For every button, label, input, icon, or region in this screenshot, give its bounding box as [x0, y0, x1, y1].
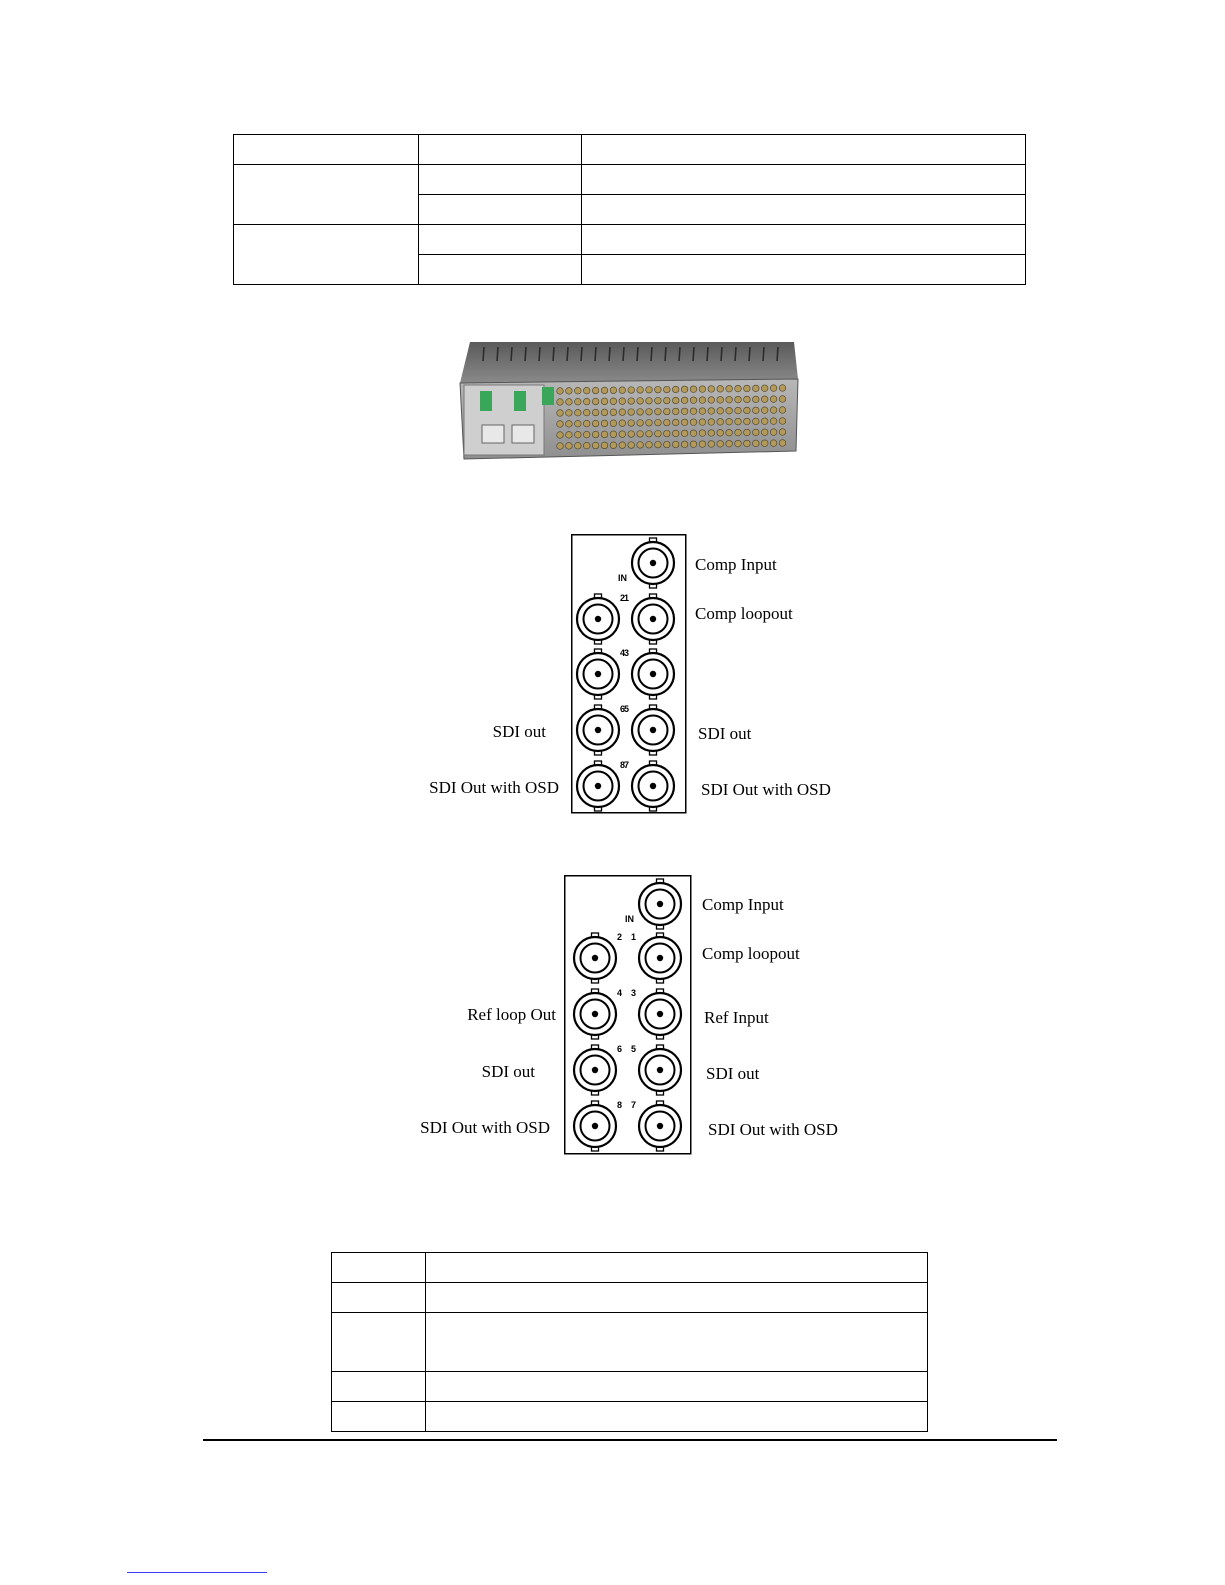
bnc-connector [566, 399, 573, 406]
bnc-port-8 [574, 1101, 616, 1151]
footer-rule [203, 1439, 1057, 1441]
bnc-connector [681, 397, 688, 404]
table-row [332, 1402, 928, 1432]
table-cell [234, 165, 419, 225]
bnc-connector [753, 418, 760, 425]
bnc-connector [744, 440, 751, 447]
bnc-connector [592, 442, 599, 449]
table-cell [426, 1253, 928, 1283]
bnc-connector [672, 430, 679, 437]
bnc-connector [770, 385, 777, 392]
bnc-connector [592, 420, 599, 427]
port-number-6: 6 [617, 1044, 623, 1054]
bnc-connector [557, 410, 564, 417]
bnc-connector [592, 409, 599, 416]
label-sdi-osd-right: SDI Out with OSD [701, 780, 831, 799]
bnc-connector [619, 398, 626, 405]
bnc-connector [575, 442, 582, 449]
port-number-in: IN [625, 914, 634, 924]
bnc-connector [690, 397, 697, 404]
vent-slot [511, 347, 512, 361]
terminal-block-3 [542, 387, 554, 405]
bnc-connector [664, 397, 671, 404]
bnc-connector [646, 442, 653, 449]
label-sdi-out-left: SDI out [492, 722, 546, 741]
bnc-connector [708, 430, 715, 437]
bnc-connector [557, 388, 564, 395]
bnc-connector [744, 418, 751, 425]
table-cell [426, 1372, 928, 1402]
port-number-8: 8 [620, 760, 626, 770]
bnc-connector [664, 430, 671, 437]
port-number-1: 1 [631, 932, 637, 942]
port-number-3: 3 [624, 648, 630, 658]
port-number-2: 2 [617, 932, 623, 942]
bnc-connector [717, 397, 724, 404]
bnc-connector [770, 418, 777, 425]
vent-slot [539, 347, 540, 361]
bnc-connector [628, 398, 635, 405]
bnc-port-2 [577, 594, 619, 644]
bnc-connector [726, 396, 733, 403]
bnc-connector [726, 418, 733, 425]
terminal-block-1 [480, 391, 492, 411]
bnc-connector [681, 441, 688, 448]
bnc-connector [681, 386, 688, 393]
port-number-3: 3 [631, 988, 637, 998]
bnc-connector [735, 396, 742, 403]
vent-slot [525, 347, 526, 361]
bnc-connector [690, 430, 697, 437]
footer-link-underline [127, 1572, 267, 1573]
spec-table-bottom [331, 1252, 928, 1432]
vent-slot [651, 347, 652, 361]
bnc-connector [664, 419, 671, 426]
bnc-connector [708, 397, 715, 404]
vent-slot [553, 347, 554, 361]
bnc-connector [619, 387, 626, 394]
table-row [332, 1313, 928, 1372]
table-row [234, 225, 1026, 255]
table-row [234, 135, 1026, 165]
bnc-connector [761, 407, 768, 414]
bnc-connector [699, 441, 706, 448]
bnc-connector [610, 398, 617, 405]
bnc-port-3 [632, 649, 674, 699]
chassis-left-module [464, 385, 544, 455]
bnc-connector [735, 407, 742, 414]
bnc-connector [761, 385, 768, 392]
bnc-connector [735, 429, 742, 436]
table-cell [332, 1372, 426, 1402]
table-cell [234, 135, 419, 165]
bnc-connector [628, 387, 635, 394]
bnc-connector [726, 407, 733, 414]
bnc-connector [566, 388, 573, 395]
label-sdi-out-right: SDI out [698, 724, 752, 743]
vent-slot [623, 347, 624, 361]
spec-table-top [233, 134, 1026, 285]
bnc-connector [753, 396, 760, 403]
vent-slot [707, 347, 708, 361]
bnc-connector [592, 431, 599, 438]
bnc-connector [672, 419, 679, 426]
vent-slot [581, 347, 582, 361]
table-cell [419, 195, 582, 225]
label-sdi-out-right: SDI out [706, 1064, 760, 1083]
bnc-connector [717, 386, 724, 393]
bnc-connector [672, 397, 679, 404]
bnc-port-6 [577, 705, 619, 755]
bnc-connector [744, 429, 751, 436]
vent-slot [567, 347, 568, 361]
bnc-connector [770, 396, 777, 403]
bnc-connector [681, 408, 688, 415]
label-sdi-osd-left: SDI Out with OSD [420, 1118, 550, 1137]
bnc-connector [628, 409, 635, 416]
bnc-connector [761, 429, 768, 436]
bnc-connector [628, 420, 635, 427]
bnc-in-connector [639, 879, 681, 929]
bnc-connector [744, 407, 751, 414]
bnc-connector [690, 441, 697, 448]
terminal-block-2 [514, 391, 526, 411]
bnc-connector [583, 387, 590, 394]
bnc-port-4 [574, 989, 616, 1039]
bnc-connector [744, 385, 751, 392]
bnc-connector [566, 443, 573, 450]
bnc-connector [726, 385, 733, 392]
bnc-connector [753, 440, 760, 447]
bnc-connector [708, 386, 715, 393]
bnc-connector [690, 386, 697, 393]
bnc-connector [619, 420, 626, 427]
table-cell [419, 135, 582, 165]
table-cell [419, 255, 582, 285]
bnc-connector [646, 387, 653, 394]
bnc-connector [601, 398, 608, 405]
bnc-connector [770, 440, 777, 447]
bnc-connector [779, 418, 786, 425]
bnc-connector [610, 409, 617, 416]
bnc-connector [681, 419, 688, 426]
label-ref-input: Ref Input [704, 1008, 769, 1027]
bnc-connector [699, 397, 706, 404]
bnc-connector [646, 409, 653, 416]
vent-slot [637, 347, 638, 361]
bnc-connector [557, 399, 564, 406]
bnc-connector [699, 419, 706, 426]
bnc-connector [628, 431, 635, 438]
table-cell [426, 1283, 928, 1313]
vent-slot [679, 347, 680, 361]
bnc-connector [628, 442, 635, 449]
table-cell [426, 1402, 928, 1432]
bnc-connector [664, 441, 671, 448]
bnc-connector [753, 385, 760, 392]
label-sdi-osd-right: SDI Out with OSD [708, 1120, 838, 1139]
bnc-connector [619, 409, 626, 416]
label-comp-loopout: Comp loopout [702, 944, 800, 963]
bnc-connector [717, 430, 724, 437]
bnc-port-4 [577, 649, 619, 699]
bnc-connector [601, 420, 608, 427]
bnc-connector [681, 430, 688, 437]
bnc-connector [761, 418, 768, 425]
bnc-connector [672, 441, 679, 448]
rj45-port-1 [482, 425, 504, 443]
bnc-connector [735, 440, 742, 447]
bnc-connector [779, 429, 786, 436]
label-comp-loopout: Comp loopout [695, 604, 793, 623]
bnc-connector [664, 408, 671, 415]
bnc-connector [557, 443, 564, 450]
port-number-5: 5 [631, 1044, 637, 1054]
table-cell [582, 225, 1026, 255]
bnc-connector [646, 431, 653, 438]
table-cell [582, 165, 1026, 195]
bnc-port-3 [639, 989, 681, 1039]
vent-slot [721, 347, 722, 361]
bnc-connector [664, 386, 671, 393]
port-number-8: 8 [617, 1100, 623, 1110]
table-row [332, 1253, 928, 1283]
bnc-connector [761, 396, 768, 403]
table-cell [582, 195, 1026, 225]
bnc-port-7 [639, 1101, 681, 1151]
bnc-connector [655, 441, 662, 448]
bnc-connector [592, 387, 599, 394]
bnc-connector [637, 420, 644, 427]
bnc-port-1 [639, 933, 681, 983]
chassis-top [460, 342, 798, 383]
bnc-connector [744, 396, 751, 403]
bnc-connector [655, 430, 662, 437]
bnc-connector [655, 419, 662, 426]
label-comp-input: Comp Input [695, 555, 777, 574]
device-chassis-photo [456, 339, 804, 461]
bnc-connector [575, 409, 582, 416]
bnc-connector [708, 408, 715, 415]
vent-slot [497, 347, 498, 361]
bnc-connector [575, 387, 582, 394]
bnc-connector [637, 398, 644, 405]
bnc-connector [583, 420, 590, 427]
port-number-2: 2 [620, 593, 626, 603]
table-cell [332, 1402, 426, 1432]
bnc-connector [557, 432, 564, 439]
vent-slot [665, 347, 666, 361]
vent-slot [483, 347, 484, 361]
bnc-connector [637, 442, 644, 449]
port-number-1: 1 [624, 593, 630, 603]
vent-slot [693, 347, 694, 361]
bnc-port-5 [632, 705, 674, 755]
bnc-connector [601, 442, 608, 449]
bnc-connector [753, 429, 760, 436]
bnc-connector [699, 430, 706, 437]
table-cell [419, 225, 582, 255]
port-number-7: 7 [624, 760, 630, 770]
bnc-connector [619, 442, 626, 449]
vent-slot [777, 347, 778, 361]
bnc-connector [610, 420, 617, 427]
bnc-connector [583, 431, 590, 438]
vent-slot [763, 347, 764, 361]
table-row [234, 165, 1026, 195]
bnc-connector [610, 387, 617, 394]
bnc-connector [566, 421, 573, 428]
bnc-port-6 [574, 1045, 616, 1095]
bnc-connector [575, 398, 582, 405]
bnc-connector [690, 408, 697, 415]
bnc-port-7 [632, 761, 674, 811]
bnc-connector [610, 442, 617, 449]
bnc-connector [575, 420, 582, 427]
label-sdi-osd-left: SDI Out with OSD [429, 778, 559, 797]
bnc-connector [726, 440, 733, 447]
bnc-connector [779, 396, 786, 403]
bnc-connector [690, 419, 697, 426]
vent-slot [609, 347, 610, 361]
bnc-connector [779, 407, 786, 414]
bnc-connector [770, 407, 777, 414]
port-number-6: 6 [620, 704, 626, 714]
connector-panel-a [571, 534, 687, 814]
bnc-port-8 [577, 761, 619, 811]
bnc-port-5 [639, 1045, 681, 1095]
bnc-connector [726, 429, 733, 436]
bnc-connector [761, 440, 768, 447]
bnc-connector [637, 431, 644, 438]
bnc-connector [672, 408, 679, 415]
bnc-connector [610, 431, 617, 438]
bnc-connector [592, 398, 599, 405]
label-comp-input: Comp Input [702, 895, 784, 914]
bnc-connector [601, 387, 608, 394]
bnc-connector [699, 408, 706, 415]
bnc-connector [646, 398, 653, 405]
bnc-connector [583, 409, 590, 416]
bnc-connector [655, 408, 662, 415]
bnc-connector [655, 386, 662, 393]
bnc-connector [619, 431, 626, 438]
bnc-connector [753, 407, 760, 414]
table-cell [419, 165, 582, 195]
bnc-connector [708, 441, 715, 448]
label-ref-loop-out: Ref loop Out [467, 1005, 556, 1024]
bnc-connector [770, 429, 777, 436]
bnc-connector [655, 397, 662, 404]
table-cell [582, 135, 1026, 165]
port-number-in: IN [618, 573, 627, 583]
bnc-connector [717, 419, 724, 426]
bnc-connector [708, 419, 715, 426]
table-cell [426, 1313, 928, 1372]
port-number-4: 4 [620, 648, 626, 658]
bnc-connector [735, 418, 742, 425]
port-number-5: 5 [624, 704, 630, 714]
rj45-port-2 [512, 425, 534, 443]
bnc-connector [699, 386, 706, 393]
bnc-connector [575, 431, 582, 438]
port-number-4: 4 [617, 988, 623, 998]
bnc-connector [646, 420, 653, 427]
bnc-connector [566, 410, 573, 417]
bnc-port-1 [632, 594, 674, 644]
bnc-connector [583, 398, 590, 405]
table-cell [234, 225, 419, 285]
port-number-7: 7 [631, 1100, 637, 1110]
vent-slot [735, 347, 736, 361]
bnc-connector [637, 387, 644, 394]
table-row [332, 1283, 928, 1313]
connector-panel-b [564, 875, 692, 1155]
bnc-connector [717, 408, 724, 415]
table-cell [332, 1283, 426, 1313]
bnc-connector [601, 431, 608, 438]
bnc-connector [779, 440, 786, 447]
bnc-connector [557, 421, 564, 428]
vent-slot [595, 347, 596, 361]
bnc-connector [779, 385, 786, 392]
table-cell [582, 255, 1026, 285]
table-cell [332, 1253, 426, 1283]
bnc-port-2 [574, 933, 616, 983]
bnc-connector [601, 409, 608, 416]
bnc-connector [672, 386, 679, 393]
table-cell [332, 1313, 426, 1372]
label-sdi-out-left: SDI out [481, 1062, 535, 1081]
bnc-connector [566, 432, 573, 439]
bnc-connector [583, 442, 590, 449]
vent-slot [749, 347, 750, 361]
bnc-in-connector [632, 538, 674, 588]
bnc-connector [735, 385, 742, 392]
table-row [332, 1372, 928, 1402]
bnc-connector [717, 441, 724, 448]
bnc-connector [637, 409, 644, 416]
